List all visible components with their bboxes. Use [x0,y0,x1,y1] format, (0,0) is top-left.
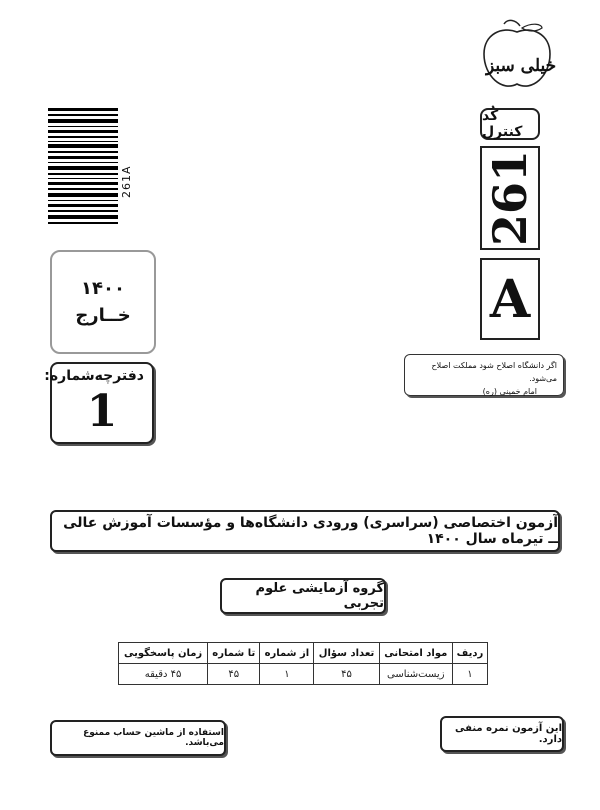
table-cell: زیست‌شناسی [379,664,452,685]
exam-year: ۱۴۰۰ [81,278,125,299]
booklet-number-box [44,362,154,444]
table-cell: ۴۵ [208,664,260,685]
publisher-logo [472,18,562,96]
barcode-graphic [48,108,118,226]
logo-text: خیلی سبز [486,56,557,76]
control-code-label: کُد کنترل [480,108,540,140]
booklet-number: 1 [86,386,118,437]
quote-text: اگر دانشگاه اصلاح شود مملکت اصلاح می‌شود. [431,361,557,383]
subjects-table [118,642,488,685]
table-cell: ۴۵ [314,664,379,685]
exam-group-title: گروه آزمایشی علوم تجربی [220,578,386,614]
barcode-code: 261A [120,165,133,198]
control-number-text: 261 [483,149,537,247]
table-header: تا شماره [208,643,260,664]
barcode [48,108,118,226]
quote-author: امام خمینی (ره) [482,386,537,396]
booklet-number-label: دفترچه‌شماره: [44,368,144,384]
table-cell: ۱ [452,664,487,685]
table-header: مواد امتحانی [379,643,452,664]
calculator-note: استفاده از ماشین حساب ممنوع می‌باشد. [50,720,226,756]
table-cell: ۴۵ دقیقه [119,664,208,685]
table-row [119,664,488,685]
table-header: زمان پاسخگویی [119,643,208,664]
table-header: تعداد سؤال [314,643,379,664]
table-header: ردیف [452,643,487,664]
control-code-number [480,146,540,250]
negative-marking-note: این آزمون نمره منفی دارد. [440,716,564,752]
table-header: از شماره [260,643,314,664]
quote-box [404,354,564,396]
booklet-type-letter: A [480,258,540,340]
table-cell: ۱ [260,664,314,685]
exam-year-box [50,250,156,354]
exam-title: آزمون اختصاصی (سراسری) ورودی دانشگاه‌ها و مؤسسات آموزش عالی ــ تیرماه سال ۱۴۰۰ [50,510,560,552]
table-header-row [119,643,488,664]
exam-location: خــارج [75,305,131,326]
